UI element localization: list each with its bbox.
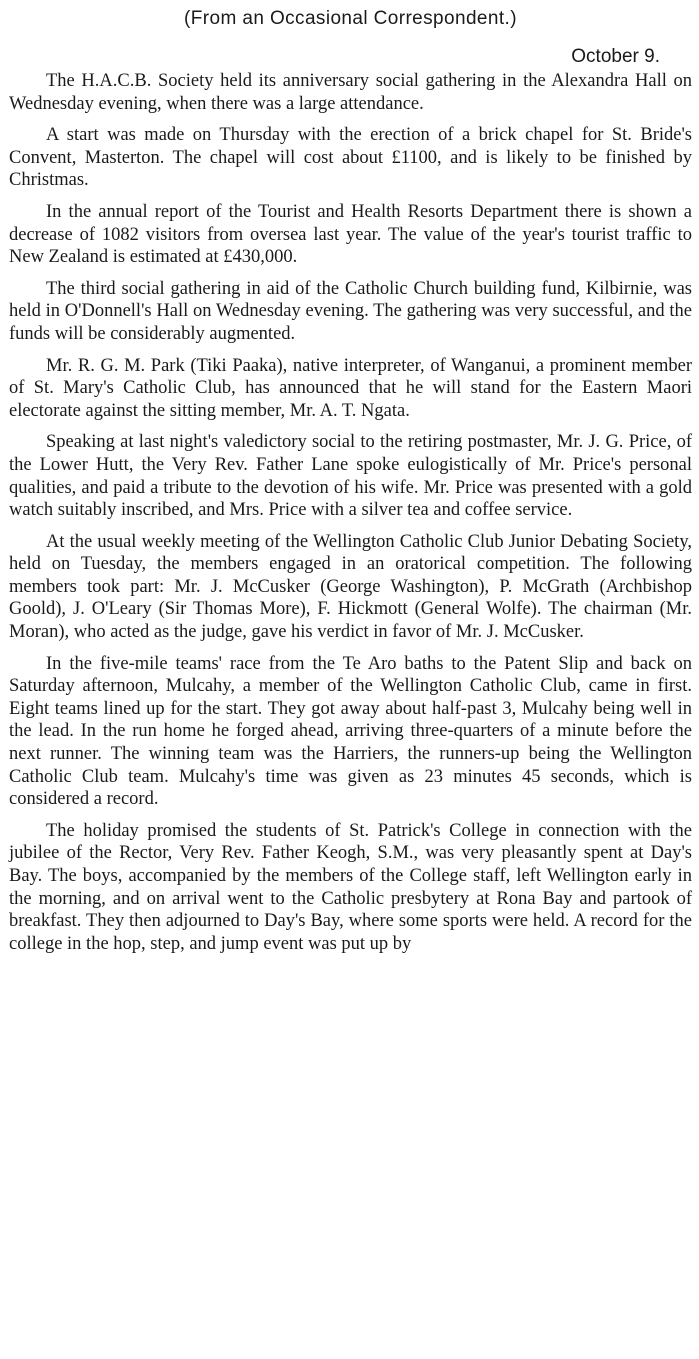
paragraph-teams-race: In the five-mile teams' race from the Te Aro baths to the Patent Slip and back on Saturday afternoon, Mulcahy, a member of the Wellington Catholic Club, came in first. Eight teams lined up for the start. They got away about half-past 3, Mulcahy being well in the lead. In the run home he forged ahead, arriving three-quarters of a minute before the next runner. The winning team was the Harriers, the runners-up being the Wellington Catholic Club team. Mulcahy's time was given as 23 minutes 45 seconds, which is considered a record. bbox=[9, 653, 692, 810]
paragraph-tourist-report: In the annual report of the Tourist and Health Resorts Department there is shown a decrease of 1082 visitors from oversea last year. The value of the year's tourist traffic to New Zealand is estimated at £430,000. bbox=[9, 201, 692, 268]
paragraph-price-valedictory: Speaking at last night's valedictory social to the retiring postmaster, Mr. J. G. Price, of the Lower Hutt, the Very Rev. Father Lane spoke eulogistically of Mr. Price's personal qualities, and paid a tribute to the devotion of his wife. Mr. Price was presented with a gold watch suitably inscribed, and Mrs. Price with a silver tea and coffee service. bbox=[9, 432, 692, 521]
paragraph-kilbirnie-social: The third social gathering in aid of the Catholic Church building fund, Kilbirnie, was held in O'Donnell's Hall on Wednesday evening. The gathering was very successful, and the funds will be considerably augmented. bbox=[9, 278, 692, 344]
article-dateline: October 9. bbox=[571, 46, 660, 67]
paragraph-debating-society: At the usual weekly meeting of the Wellington Catholic Club Junior Debating Society, held on Tuesday, the members engaged in an oratorical competition. The following members took part: Mr. J. McCusker (George Washington), P. McGrath (Archbishop Goold), J. O'Leary (Sir Thomas More), F. Hickmott (General Wolfe). The chairman (Mr. Moran), who acted as the judge, gave his verdict in favor of Mr. J. McCusker. bbox=[9, 531, 692, 643]
paragraph-society-gathering: The H.A.C.B. Society held its anniversary social gathering in the Alexandra Hall on Wednesday evening, when there was a large attendance. bbox=[9, 71, 692, 114]
article-heading: (From an Occasional Correspondent.) bbox=[184, 8, 517, 29]
paragraph-brick-chapel: A start was made on Thursday with the erection of a brick chapel for St. Bride's Convent, Masterton. The chapel will cost about £1100, and is likely to be finished by Christmas. bbox=[9, 125, 692, 191]
paragraph-college-holiday: The holiday promised the students of St. Patrick's College in connection with the jubilee of the Rector, Very Rev. Father Keogh, S.M., was very pleasantly spent at Day's Bay. The boys, accompanied by the members of the College staff, left Wellington early in the morning, and on arrival went to the Catholic presbytery at Rona Bay and partook of breakfast. They then adjourned to Day's Bay, where some sports were held. A record for the college in the hop, step, and jump event was put up by bbox=[9, 820, 692, 954]
paragraph-park-candidacy: Mr. R. G. M. Park (Tiki Paaka), native interpreter, of Wanganui, a prominent member of St. Mary's Catholic Club, has announced that he will stand for the Eastern Maori electorate against the sitting member, Mr. A. T. Ngata. bbox=[9, 355, 692, 421]
